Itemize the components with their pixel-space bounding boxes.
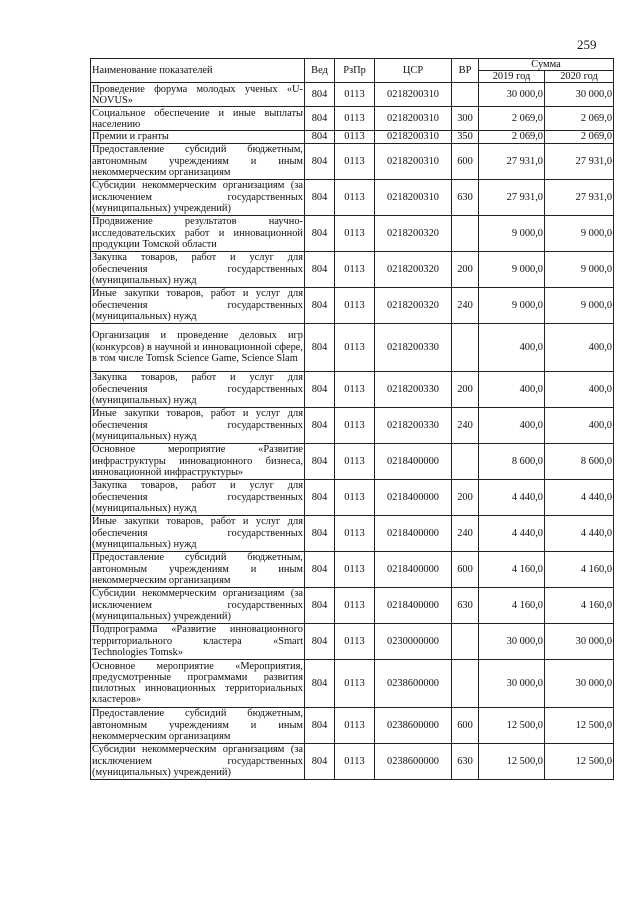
cell-y2019: 9 000,0 <box>479 251 545 287</box>
cell-ved: 804 <box>305 515 335 551</box>
cell-ved: 804 <box>305 551 335 587</box>
cell-csr: 0238600000 <box>375 659 452 707</box>
table-row <box>91 131 614 143</box>
cell-y2020: 27 931,0 <box>545 143 614 179</box>
cell-ved: 804 <box>305 143 335 179</box>
header-ved: Вед <box>305 59 335 83</box>
cell-vr: 200 <box>452 251 479 287</box>
cell-name: Предоставление субсидий бюджетным, автономным учреждениям и иным некоммерческим организациям <box>92 708 303 742</box>
cell-y2020: 30 000,0 <box>545 623 614 659</box>
cell-y2020: 2 069,0 <box>545 107 614 131</box>
cell-rzpr: 0113 <box>335 83 375 107</box>
cell-ved: 804 <box>305 83 335 107</box>
cell-ved: 804 <box>305 287 335 323</box>
cell-rzpr: 0113 <box>335 515 375 551</box>
cell-rzpr: 0113 <box>335 659 375 707</box>
cell-y2019: 2 069,0 <box>479 131 545 143</box>
cell-name: Социальное обеспечение и иные выплаты населению <box>92 107 303 130</box>
cell-csr: 0218200320 <box>375 287 452 323</box>
cell-rzpr: 0113 <box>335 107 375 131</box>
cell-y2019: 27 931,0 <box>479 143 545 179</box>
cell-y2020: 400,0 <box>545 371 614 407</box>
table-row <box>91 623 614 659</box>
cell-vr: 240 <box>452 407 479 443</box>
cell-ved: 804 <box>305 215 335 251</box>
cell-y2019: 8 600,0 <box>479 443 545 479</box>
cell-y2020: 8 600,0 <box>545 443 614 479</box>
cell-rzpr: 0113 <box>335 131 375 143</box>
header-name: Наименование показателей <box>91 59 305 83</box>
cell-ved: 804 <box>305 323 335 371</box>
cell-csr: 0238600000 <box>375 743 452 779</box>
cell-name: Подпрограмма «Развитие инновационного территориального кластера «Smart Technologies Tomsk» <box>92 624 303 658</box>
cell-ved: 804 <box>305 131 335 143</box>
cell-vr: 200 <box>452 479 479 515</box>
cell-name: Основное мероприятие «Развитие инфраструктуры инновационного бизнеса, инновационной инфраструктуры» <box>92 444 303 478</box>
cell-ved: 804 <box>305 407 335 443</box>
table-row <box>91 743 614 779</box>
cell-vr: 600 <box>452 707 479 743</box>
cell-y2019: 30 000,0 <box>479 623 545 659</box>
table-row <box>91 215 614 251</box>
header-row <box>91 59 614 71</box>
cell-y2020: 27 931,0 <box>545 179 614 215</box>
cell-y2020: 30 000,0 <box>545 659 614 707</box>
cell-y2019: 9 000,0 <box>479 287 545 323</box>
cell-y2019: 4 160,0 <box>479 587 545 623</box>
cell-csr: 0218400000 <box>375 515 452 551</box>
cell-y2019: 4 440,0 <box>479 479 545 515</box>
cell-y2019: 12 500,0 <box>479 707 545 743</box>
cell-vr <box>452 443 479 479</box>
cell-ved: 804 <box>305 251 335 287</box>
cell-y2019: 4 440,0 <box>479 515 545 551</box>
cell-rzpr: 0113 <box>335 587 375 623</box>
cell-name: Организация и проведение деловых игр (конкурсов) в научной и инновационной сфере, в том числе Tomsk Science Game, Science Slam <box>91 323 305 371</box>
page-number: 259 <box>577 37 597 52</box>
cell-vr: 600 <box>452 143 479 179</box>
cell-rzpr: 0113 <box>335 179 375 215</box>
cell-y2020: 4 440,0 <box>545 515 614 551</box>
cell-ved: 804 <box>305 707 335 743</box>
cell-y2019: 4 160,0 <box>479 551 545 587</box>
cell-csr: 0218200310 <box>375 179 452 215</box>
cell-y2019: 12 500,0 <box>479 743 545 779</box>
cell-csr: 0218200330 <box>375 323 452 371</box>
table-row <box>91 707 614 743</box>
header-2020: 2020 год <box>545 71 614 83</box>
cell-name: Субсидии некоммерческим организациям (за исключением государственных (муниципальных) учреждений) <box>92 588 303 622</box>
cell-vr: 300 <box>452 107 479 131</box>
table-row <box>91 443 614 479</box>
cell-ved: 804 <box>305 479 335 515</box>
cell-csr: 0218200320 <box>375 215 452 251</box>
cell-y2020: 4 440,0 <box>545 479 614 515</box>
header-csr: ЦСР <box>375 59 452 83</box>
table-row <box>91 407 614 443</box>
cell-vr: 350 <box>452 131 479 143</box>
cell-vr: 240 <box>452 287 479 323</box>
cell-csr: 0230000000 <box>375 623 452 659</box>
cell-y2019: 400,0 <box>479 407 545 443</box>
table-row <box>91 371 614 407</box>
budget-body <box>91 83 614 779</box>
table-row <box>91 515 614 551</box>
table-row <box>91 143 614 179</box>
cell-vr: 200 <box>452 371 479 407</box>
cell-csr: 0218400000 <box>375 443 452 479</box>
cell-rzpr: 0113 <box>335 215 375 251</box>
header-vr: ВР <box>452 59 479 83</box>
cell-name: Основное мероприятие «Мероприятия, предусмотренные программами развития пилотных инновационных территориальных кластеров» <box>92 660 303 706</box>
cell-rzpr: 0113 <box>335 323 375 371</box>
cell-y2019: 2 069,0 <box>479 107 545 131</box>
cell-y2020: 2 069,0 <box>545 131 614 143</box>
cell-y2020: 400,0 <box>545 407 614 443</box>
table-row <box>91 107 614 131</box>
cell-name: Субсидии некоммерческим организациям (за исключением государственных (муниципальных) учреждений) <box>92 744 303 778</box>
budget-table <box>90 58 614 780</box>
cell-y2020: 9 000,0 <box>545 251 614 287</box>
cell-rzpr: 0113 <box>335 743 375 779</box>
cell-vr <box>452 623 479 659</box>
table-row <box>91 551 614 587</box>
cell-rzpr: 0113 <box>335 623 375 659</box>
cell-rzpr: 0113 <box>335 371 375 407</box>
cell-name: Премии и гранты <box>91 131 305 143</box>
cell-rzpr: 0113 <box>335 479 375 515</box>
cell-name: Закупка товаров, работ и услуг для обеспечения государственных (муниципальных) нужд <box>92 252 303 286</box>
cell-name: Проведение форума молодых ученых «U-NOVUS» <box>92 83 303 106</box>
header-2019: 2019 год <box>479 71 545 83</box>
cell-name: Субсидии некоммерческим организациям (за исключением государственных (муниципальных) учреждений) <box>92 180 303 214</box>
cell-csr: 0218400000 <box>375 587 452 623</box>
cell-csr: 0218200330 <box>375 371 452 407</box>
cell-name: Закупка товаров, работ и услуг для обеспечения государственных (муниципальных) нужд <box>92 372 303 406</box>
cell-rzpr: 0113 <box>335 143 375 179</box>
cell-name: Закупка товаров, работ и услуг для обеспечения государственных (муниципальных) нужд <box>92 480 303 514</box>
cell-vr: 600 <box>452 551 479 587</box>
cell-vr: 240 <box>452 515 479 551</box>
cell-y2019: 400,0 <box>479 323 545 371</box>
cell-name: Предоставление субсидий бюджетным, автономным учреждениям и иным некоммерческим организациям <box>92 552 303 586</box>
cell-vr <box>452 83 479 107</box>
cell-ved: 804 <box>305 659 335 707</box>
cell-rzpr: 0113 <box>335 707 375 743</box>
cell-csr: 0218400000 <box>375 479 452 515</box>
cell-rzpr: 0113 <box>335 407 375 443</box>
cell-name: Продвижение результатов научно-исследовательских работ и инновационной продукции Томской области <box>92 216 303 250</box>
cell-csr: 0218200330 <box>375 407 452 443</box>
table-row <box>91 479 614 515</box>
cell-vr: 630 <box>452 179 479 215</box>
cell-y2020: 9 000,0 <box>545 215 614 251</box>
cell-y2019: 30 000,0 <box>479 659 545 707</box>
cell-vr: 630 <box>452 743 479 779</box>
cell-vr <box>452 323 479 371</box>
table-row <box>91 179 614 215</box>
table-row <box>91 659 614 707</box>
cell-rzpr: 0113 <box>335 443 375 479</box>
cell-csr: 0218200310 <box>375 83 452 107</box>
cell-rzpr: 0113 <box>335 551 375 587</box>
cell-csr: 0218200320 <box>375 251 452 287</box>
cell-name: Иные закупки товаров, работ и услуг для обеспечения государственных (муниципальных) нужд <box>92 288 303 322</box>
cell-y2020: 12 500,0 <box>545 743 614 779</box>
header-sum: Сумма <box>479 59 614 71</box>
cell-y2019: 9 000,0 <box>479 215 545 251</box>
header-rzpr: РзПр <box>335 59 375 83</box>
table-row <box>91 251 614 287</box>
cell-csr: 0218200310 <box>375 131 452 143</box>
cell-csr: 0218400000 <box>375 551 452 587</box>
cell-ved: 804 <box>305 587 335 623</box>
cell-rzpr: 0113 <box>335 287 375 323</box>
cell-csr: 0218200310 <box>375 107 452 131</box>
cell-vr: 630 <box>452 587 479 623</box>
cell-csr: 0238600000 <box>375 707 452 743</box>
cell-ved: 804 <box>305 107 335 131</box>
cell-csr: 0218200310 <box>375 143 452 179</box>
cell-y2019: 27 931,0 <box>479 179 545 215</box>
cell-y2020: 30 000,0 <box>545 83 614 107</box>
cell-y2020: 4 160,0 <box>545 551 614 587</box>
cell-y2020: 9 000,0 <box>545 287 614 323</box>
table-row <box>91 587 614 623</box>
cell-ved: 804 <box>305 743 335 779</box>
cell-y2020: 12 500,0 <box>545 707 614 743</box>
table-row <box>91 83 614 107</box>
cell-ved: 804 <box>305 443 335 479</box>
cell-y2019: 400,0 <box>479 371 545 407</box>
cell-y2020: 4 160,0 <box>545 587 614 623</box>
cell-y2019: 30 000,0 <box>479 83 545 107</box>
cell-rzpr: 0113 <box>335 251 375 287</box>
cell-vr <box>452 659 479 707</box>
cell-ved: 804 <box>305 371 335 407</box>
cell-name: Иные закупки товаров, работ и услуг для обеспечения государственных (муниципальных) нужд <box>92 516 303 550</box>
cell-name: Иные закупки товаров, работ и услуг для обеспечения государственных (муниципальных) нужд <box>92 408 303 442</box>
cell-vr <box>452 215 479 251</box>
table-row <box>91 287 614 323</box>
table-row <box>91 323 614 371</box>
cell-ved: 804 <box>305 179 335 215</box>
cell-y2020: 400,0 <box>545 323 614 371</box>
cell-name: Предоставление субсидий бюджетным, автономным учреждениям и иным некоммерческим организациям <box>92 144 303 178</box>
cell-ved: 804 <box>305 623 335 659</box>
